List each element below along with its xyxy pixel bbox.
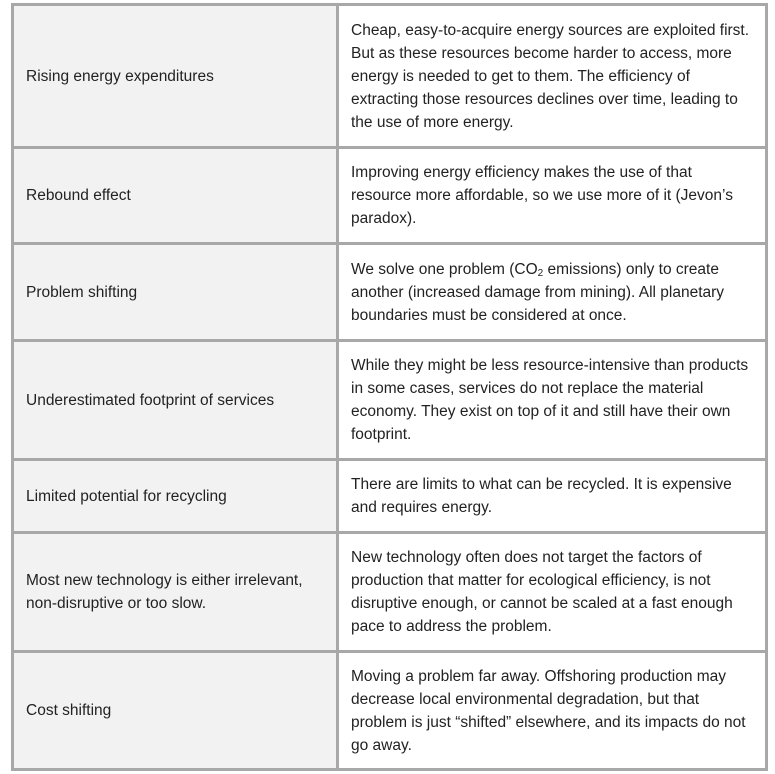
row-description: Cheap, easy-to-acquire energy sources are exploited first. But as these resources become harder to access, more energy is needed to get to them. The efficiency of extracting those resources declines over time, leading to the use of more energy. [338,5,767,148]
row-description [338,244,767,341]
row-label: Limited potential for recycling [13,460,338,533]
description-text-after-subscript: emissions) only to create another (increased damage from mining). All planetary boundaries must be considered at once. [351,260,725,324]
table-row [13,341,767,460]
row-description: Moving a problem far away. Offshoring production may decrease local environmental degradation, but that problem is just “shifted” elsewhere, and its impacts do not go away. [338,652,767,770]
row-description: New technology often does not target the factors of production that matter for ecological efficiency, is not disruptive enough, or cannot be scaled at a fast enough pace to address the problem. [338,533,767,652]
table-row [13,460,767,533]
row-description: Improving energy efficiency makes the use of that resource more affordable, so we use more of it (Jevon’s paradox). [338,148,767,244]
row-label: Cost shifting [13,652,338,770]
table-row [13,244,767,341]
row-label: Most new technology is either irrelevant, non-disruptive or too slow. [13,533,338,652]
row-label: Rebound effect [13,148,338,244]
table-row [13,652,767,770]
table-row [13,533,767,652]
co2-subscript: 2 [537,267,544,279]
decoupling-barriers-table [11,3,768,771]
row-description: There are limits to what can be recycled. It is expensive and requires energy. [338,460,767,533]
description-text-before-subscript: We solve one problem (CO [351,260,538,278]
row-label: Problem shifting [13,244,338,341]
table-row [13,5,767,148]
row-description: While they might be less resource-intensive than products in some cases, services do not replace the material economy. They exist on top of it and still have their own footprint. [338,341,767,460]
table-row [13,148,767,244]
row-label: Underestimated footprint of services [13,341,338,460]
row-label: Rising energy expenditures [13,5,338,148]
